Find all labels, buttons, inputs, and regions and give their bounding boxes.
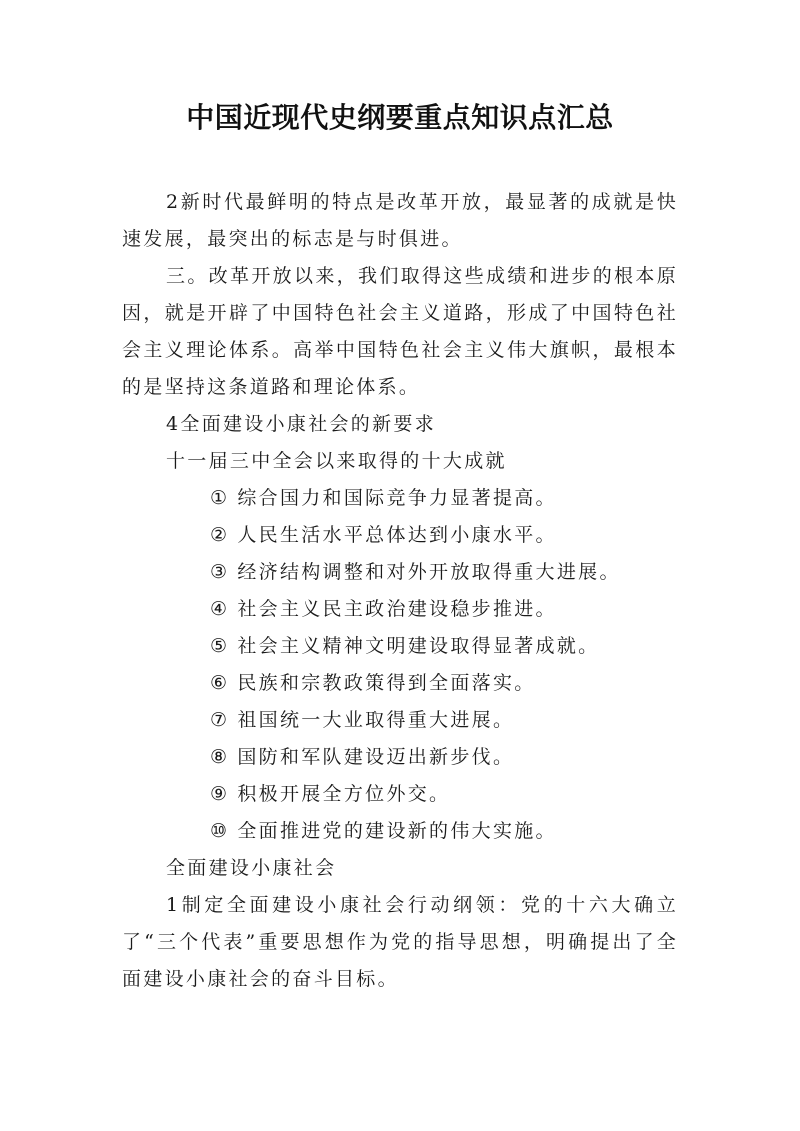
list-item-text: 民族和宗教政策得到全面落实。 bbox=[237, 672, 536, 694]
achievements-list bbox=[122, 480, 678, 850]
list-marker: ② bbox=[210, 524, 230, 546]
list-marker: ① bbox=[210, 487, 230, 509]
list-item-text: 社会主义精神文明建设取得显著成就。 bbox=[237, 635, 600, 657]
list-item bbox=[122, 480, 678, 517]
list-item-text: 全面推进党的建设新的伟大实施。 bbox=[237, 820, 557, 842]
list-item-text: 国防和军队建设迈出新步伐。 bbox=[237, 746, 515, 768]
list-item-text: 人民生活水平总体达到小康水平。 bbox=[237, 524, 557, 546]
section-heading-ten-achievements: 十一届三中全会以来取得的十大成就 bbox=[166, 450, 507, 472]
list-marker: ⑤ bbox=[210, 635, 230, 657]
list-marker: ⑨ bbox=[210, 783, 230, 805]
paragraph-new-era: 2新时代最鲜明的特点是改革开放，最显著的成就是快速发展，最突出的标志是与时俱进。 bbox=[122, 191, 678, 250]
list-item bbox=[122, 776, 678, 813]
list-marker: ⑧ bbox=[210, 746, 230, 768]
list-item bbox=[122, 665, 678, 702]
page-title: 中国近现代史纲要重点知识点汇总 bbox=[186, 101, 614, 134]
list-item bbox=[122, 628, 678, 665]
paragraph-root-cause: 三。改革开放以来，我们取得这些成绩和进步的根本原因，就是开辟了中国特色社会主义道路，形成了中国特色社会主义理论体系。高举中国特色社会主义伟大旗帜，最根本的是坚持这条道路和理论体系。 bbox=[122, 265, 678, 398]
paragraph-action-program: 1制定全面建设小康社会行动纲领：党的十六大确立了“三个代表”重要思想作为党的指导思想，明确提出了全面建设小康社会的奋斗目标。 bbox=[122, 894, 678, 990]
list-item-text: 祖国统一大业取得重大进展。 bbox=[237, 709, 515, 731]
list-item-text: 经济结构调整和对外开放取得重大进展。 bbox=[237, 561, 621, 583]
section-heading-new-requirements: 4全面建设小康社会的新要求 bbox=[166, 413, 436, 435]
list-item bbox=[122, 813, 678, 850]
list-item bbox=[122, 517, 678, 554]
list-item bbox=[122, 591, 678, 628]
list-item-text: 积极开展全方位外交。 bbox=[237, 783, 451, 805]
list-item-text: 综合国力和国际竞争力显著提高。 bbox=[237, 487, 557, 509]
list-marker: ④ bbox=[210, 598, 230, 620]
list-marker: ⑥ bbox=[210, 672, 230, 694]
list-item-text: 社会主义民主政治建设稳步推进。 bbox=[237, 598, 557, 620]
list-item bbox=[122, 702, 678, 739]
list-marker: ⑩ bbox=[210, 820, 230, 842]
list-item bbox=[122, 739, 678, 776]
document-body bbox=[122, 184, 678, 998]
list-marker: ③ bbox=[210, 561, 230, 583]
list-item bbox=[122, 554, 678, 591]
list-marker: ⑦ bbox=[210, 709, 230, 731]
section-heading-xiaokang: 全面建设小康社会 bbox=[166, 857, 337, 879]
